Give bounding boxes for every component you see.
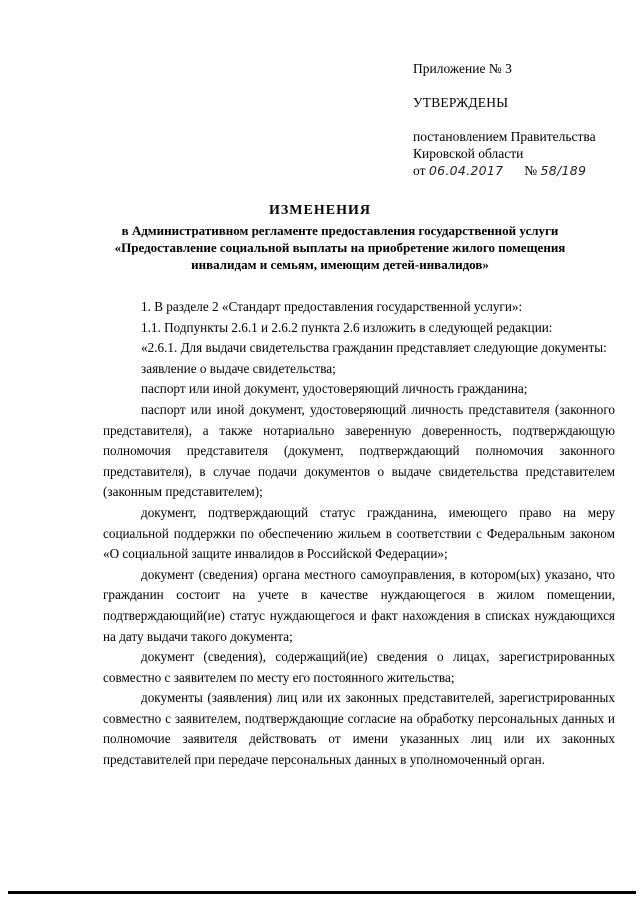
document-title: ИЗМЕНЕНИЯ	[269, 203, 371, 218]
annex-number: Приложение № 3	[413, 61, 512, 76]
paragraph: документы (заявления) лиц или их законных представителей, зарегистрированных совместно с заявителем, подтверждающие согласие на обработку персональных данных и полномочие заявителя действовать от имени указанных лиц или их законных представителей при передаче персональных данных в уполномоченный орган.	[103, 690, 615, 768]
paragraph: заявление о выдаче свидетельства;	[141, 360, 336, 376]
approved-heading: УТВЕРЖДЕНЫ	[413, 95, 509, 110]
paragraph: паспорт или иной документ, удостоверяющий личность гражданина;	[141, 381, 528, 397]
paragraph: 1.1. Подпункты 2.6.1 и 2.6.2 пункта 2.6 изложить в следующей редакции:	[141, 319, 553, 335]
paragraph: паспорт или иной документ, удостоверяющий личность представителя (законного представителя), а также нотариально заверенную доверенность, подтверждающую полномочия представителя (документ, подтверждающий полномочия законного представителя), в случае подачи документов о выдаче свидетельства представителем (законным представителем);	[103, 401, 615, 500]
paragraph: 1. В разделе 2 «Стандарт предоставления государственной услуги»:	[141, 299, 523, 314]
number-prefix: №	[524, 163, 538, 178]
approval-block	[413, 60, 633, 179]
paragraph: документ, подтверждающий статус гражданина, имеющего право на меру социальной поддержки по обеспечению жильем в соответствии с Федеральным законом «О социальной защите инвалидов в Российской Федерации»;	[103, 504, 615, 562]
document-subtitle: в Административном регламенте предоставления государственной услуги «Предоставление социальной выплаты на приобретение жилого помещения инвалидам и семьям, имеющим детей-инвалидов»	[114, 223, 566, 272]
paragraph: «2.6.1. Для выдачи свидетельства гражданин представляет следующие документы:	[141, 340, 607, 356]
document-body	[103, 297, 615, 771]
handwritten-date: 06.04.2017	[428, 163, 504, 178]
paragraph: документ (сведения), содержащий(ие) сведения о лицах, зарегистрированных совместно с заявителем по месту его постоянного жительства;	[103, 649, 615, 685]
decree-line-1: постановлением Правительства	[413, 129, 596, 144]
paragraph: документ (сведения) органа местного самоуправления, в котором(ых) указано, что гражданин состоит на учете в качестве нуждающегося в жилом помещении, подтверждающий(ие) статус нуждающегося и факт нахождения в списках нуждающихся на дату выдачи такого документа;	[103, 566, 615, 644]
decree-line-2: Кировской области	[413, 146, 524, 161]
date-prefix: от	[413, 163, 426, 178]
handwritten-number: 58/189	[540, 163, 587, 178]
bottom-divider	[8, 891, 636, 894]
decree-date-line	[413, 162, 633, 179]
